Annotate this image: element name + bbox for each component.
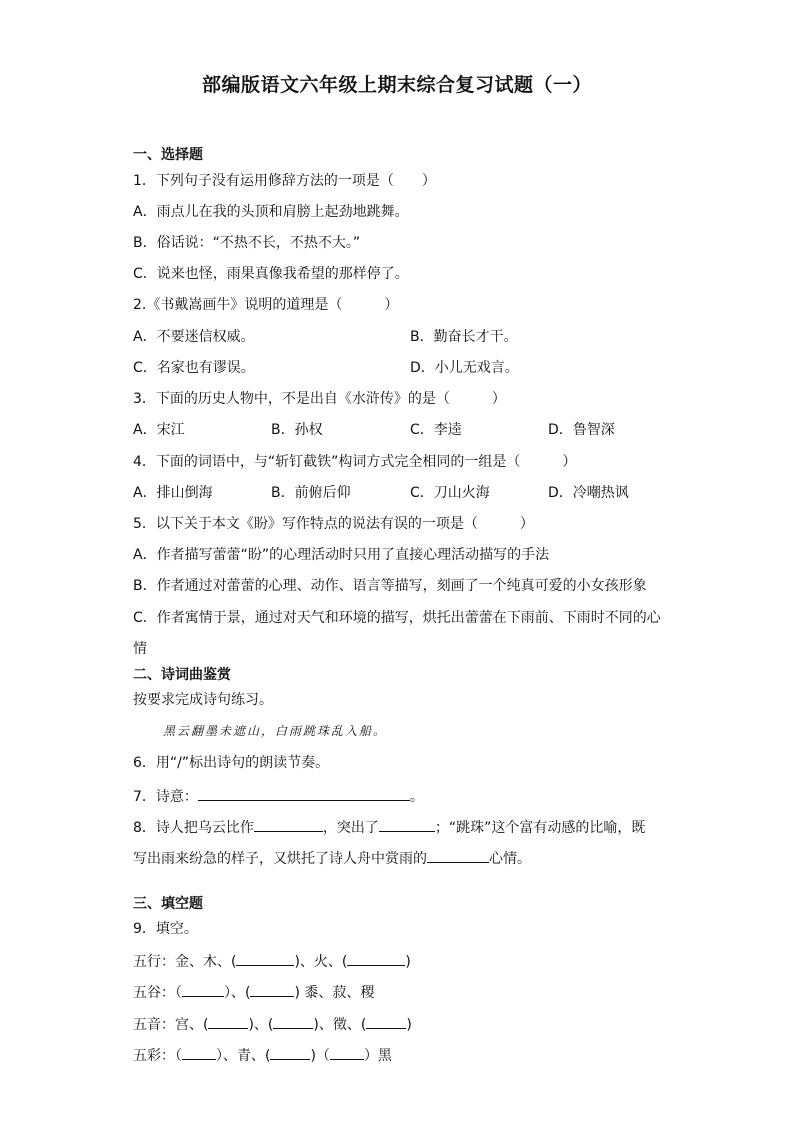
question-4-option-a: A．排山倒海 xyxy=(133,485,213,501)
question-9: 9．填空。 xyxy=(133,921,198,937)
question-5-option-a: A．作者描写蕾蕾“盼”的心理活动时只用了直接心理活动描写的手法 xyxy=(133,547,550,563)
question-7 xyxy=(133,786,424,806)
question-3-option-d: D．鲁智深 xyxy=(548,422,615,438)
page-title: 部编版语文六年级上期末综合复习试题（一） xyxy=(201,74,592,96)
question-2-option-d: D．小儿无戏言。 xyxy=(410,360,519,376)
question-8-text-d: 写出雨来纷急的样子，又烘托了诗人舟中赏雨的 xyxy=(133,851,427,867)
section-heading-choice: 一、选择题 xyxy=(133,147,203,163)
question-4-option-d: D．冷嘲热讽 xyxy=(548,485,629,501)
fill-wucai-blank-3[interactable] xyxy=(330,1045,364,1060)
question-8-text-b: ，突出了 xyxy=(322,820,379,836)
question-5-option-b: B．作者通过对蕾蕾的心理、动作、语言等描写，刻画了一个纯真可爱的小女孩形象 xyxy=(133,578,647,594)
fill-wugu-text-b: ）、( xyxy=(224,985,251,1001)
question-1-option-c: C．说来也怪，雨果真像我希望的那样停了。 xyxy=(133,266,409,282)
question-3-option-a: A．宋江 xyxy=(133,422,185,438)
fill-wugu-text-c: ) 黍、菽、稷 xyxy=(294,985,375,1001)
section-heading-fill: 三、填空题 xyxy=(133,896,203,912)
question-2-stem: 2.《书戴嵩画牛》说明的道理是（ ） xyxy=(133,297,399,313)
fill-wugu-blank-2[interactable] xyxy=(250,982,294,997)
question-7-label: 7．诗意： xyxy=(133,789,198,805)
question-8-blank-3[interactable] xyxy=(427,848,489,863)
question-2-option-c: C．名家也有谬误。 xyxy=(133,360,255,376)
question-2-option-a: A．不要迷信权威。 xyxy=(133,329,255,345)
fill-wuxing-blank-2[interactable] xyxy=(347,951,405,966)
fill-wucai-text-b: ）、青、( xyxy=(216,1048,271,1064)
fill-wucai-text-c: )（ xyxy=(310,1048,330,1064)
question-8-text-c: ；“跳珠”这个富有动感的比喻，既 xyxy=(434,820,646,836)
fill-wuyin-blank-2[interactable] xyxy=(273,1014,313,1029)
fill-wucai-blank-1[interactable] xyxy=(182,1045,216,1060)
fill-wuyin-blank-1[interactable] xyxy=(208,1014,248,1029)
question-4-option-b: B．前俯后仰 xyxy=(271,485,351,501)
fill-wuyin xyxy=(133,1014,412,1034)
fill-wuxing-text-a: 五行：金、木、( xyxy=(133,954,237,970)
question-3-option-c: C．李逵 xyxy=(410,422,462,438)
fill-wuyin-text-b: )、( xyxy=(248,1017,274,1033)
fill-wuyin-text-c: )、徵、( xyxy=(313,1017,367,1033)
poem-text: 黑云翻墨未遮山，白雨跳珠乱入船。 xyxy=(163,724,388,738)
question-1-option-a: A．雨点儿在我的头顶和肩膀上起劲地跳舞。 xyxy=(133,204,409,220)
section-heading-poetry: 二、诗词曲鉴赏 xyxy=(133,667,231,683)
question-3-stem: 3．下面的历史人物中，不是出自《水浒传》的是（ ） xyxy=(133,391,506,407)
question-8-blank-1[interactable] xyxy=(254,817,323,832)
fill-wucai-text-a: 五彩：（ xyxy=(133,1048,182,1064)
fill-wuyin-blank-3[interactable] xyxy=(366,1014,406,1029)
fill-wucai xyxy=(133,1045,392,1065)
question-4-stem: 4．下面的词语中，与“斩钉截铁”构词方式完全相同的一组是（ ） xyxy=(133,454,577,470)
question-5-option-c-line1: C．作者寓情于景，通过对天气和环境的描写，烘托出蕾蕾在下雨前、下雨时不同的心 xyxy=(133,610,661,626)
fill-wuxing-blank-1[interactable] xyxy=(236,951,294,966)
fill-wuyin-text-d: ) xyxy=(406,1017,412,1033)
question-4-option-c: C．刀山火海 xyxy=(410,485,490,501)
question-8-text-e: 心情。 xyxy=(489,851,531,867)
question-8-blank-2[interactable] xyxy=(379,817,435,832)
question-8-text-a: 8．诗人把乌云比作 xyxy=(133,820,254,836)
poem-intro: 按要求完成诗句练习。 xyxy=(133,692,273,708)
question-5-stem: 5．以下关于本文《盼》写作特点的说法有误的一项是（ ） xyxy=(133,516,534,532)
fill-wuxing-text-c: ) xyxy=(405,954,411,970)
fill-wuxing-text-b: )、火、( xyxy=(294,954,348,970)
question-7-answer-blank[interactable] xyxy=(198,786,410,801)
question-6: 6．用“/”标出诗句的朗读节奏。 xyxy=(133,755,330,771)
fill-wugu xyxy=(133,982,374,1002)
fill-wuyin-text-a: 五音：宫、( xyxy=(133,1017,209,1033)
fill-wuxing xyxy=(133,951,411,971)
question-5-option-c-line2: 情 xyxy=(133,641,147,657)
fill-wucai-blank-2[interactable] xyxy=(270,1045,310,1060)
fill-wugu-blank-1[interactable] xyxy=(182,982,224,997)
question-8-line2 xyxy=(133,848,531,868)
question-7-end: 。 xyxy=(409,789,424,805)
fill-wucai-text-d: ）黑 xyxy=(363,1048,392,1064)
question-1-option-b: B．俗话说：“不热不长，不热不大。” xyxy=(133,235,361,251)
question-3-option-b: B．孙权 xyxy=(271,422,323,438)
question-2-option-b: B．勤奋长才干。 xyxy=(410,329,518,345)
question-1-stem: 1．下列句子没有运用修辞方法的一项是（ ） xyxy=(133,173,436,189)
question-8-line1 xyxy=(133,817,645,837)
fill-wugu-text-a: 五谷：（ xyxy=(133,985,182,1001)
